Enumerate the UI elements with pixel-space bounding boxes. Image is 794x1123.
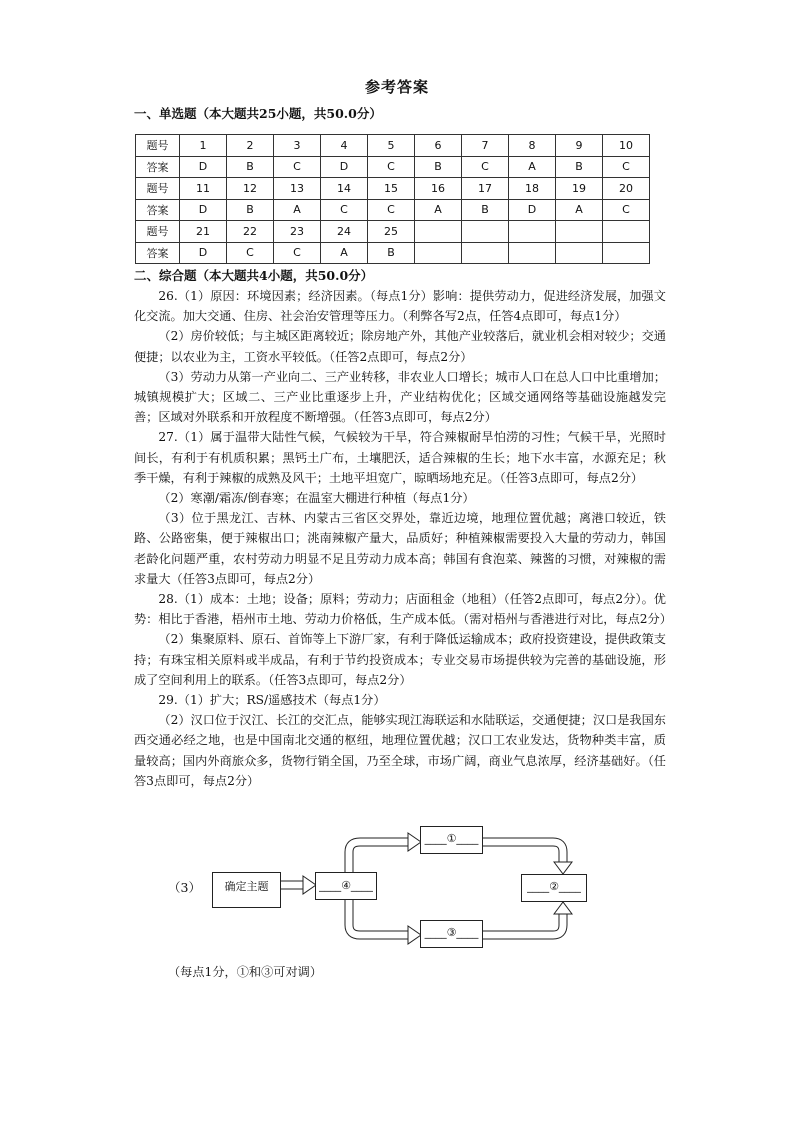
table-cell: 16 — [415, 178, 462, 200]
table-cell: 4 — [321, 135, 368, 157]
table-cell: 17 — [462, 178, 509, 200]
table-cell: C — [603, 156, 650, 178]
q29-part1: 29.（1）扩大；RS/遥感技术（每点1分） — [158, 693, 386, 708]
table-cell: D — [321, 156, 368, 178]
table-cell: 2 — [227, 135, 274, 157]
table-cell: D — [180, 199, 227, 221]
q28-part1: 28.（1）成本：土地；设备；原料；劳动力；店面租金（地租）（任答2点即可，每点2分）。优势：相比于香港，梧州市土地、劳动力价格低，生产成本低。（需对梧州与香港进行对比，每点2分） — [134, 592, 672, 627]
table-cell: 5 — [368, 135, 415, 157]
flow-box-4: ____④____ — [315, 872, 377, 900]
table-cell: B — [227, 156, 274, 178]
section-heading-single-choice: 一、单选题（本大题共25小题，共50.0分） — [134, 106, 382, 121]
page-title: 参考答案 — [364, 78, 429, 96]
q27-part2: （2）寒潮/霜冻/倒春寒；在温室大棚进行种植（每点1分） — [158, 491, 475, 506]
table-cell: 1 — [180, 135, 227, 157]
table-cell: 13 — [274, 178, 321, 200]
arrow-4-to-3 — [349, 900, 421, 944]
table-cell: 21 — [180, 221, 227, 243]
table-cell: A — [509, 156, 556, 178]
diagram-label: （3） — [168, 880, 201, 895]
flow-box-3: ____③____ — [420, 920, 483, 948]
row-header-cell: 题号 — [136, 178, 180, 200]
arrow-4-to-1 — [349, 833, 421, 873]
table-cell: 11 — [180, 178, 227, 200]
table-cell: B — [556, 156, 603, 178]
row-header-cell: 答案 — [136, 242, 180, 264]
table-cell: D — [509, 199, 556, 221]
flow-box-2: ____②____ — [521, 874, 587, 902]
table-cell: B — [368, 242, 415, 264]
table-cell: 23 — [274, 221, 321, 243]
table-cell: 8 — [509, 135, 556, 157]
table-cell: 14 — [321, 178, 368, 200]
table-cell: C — [368, 156, 415, 178]
table-cell: 24 — [321, 221, 368, 243]
flow-box-1: ____①____ — [420, 826, 483, 854]
table-cell: 10 — [603, 135, 650, 157]
arrow-start-to-4 — [281, 876, 316, 894]
arrow-1-to-2 — [481, 842, 572, 874]
table-cell: B — [462, 199, 509, 221]
table-cell: 15 — [368, 178, 415, 200]
table-cell: 25 — [368, 221, 415, 243]
table-cell: 9 — [556, 135, 603, 157]
flow-box-start: 确定主题 — [212, 872, 281, 908]
q27-part1: 27.（1）属于温带大陆性气候，气候较为干旱，符合辣椒耐旱怕涝的习性；气候干旱，光照时间长，有利于有机质积累；黑钙土广布，土壤肥沃，适合辣椒的生长；地下水丰富，水源充足；秋季干燥，有利于辣椒的成熟及风干；土地平坦宽广，晾晒场地充足。（任答3点即可，每点2分） — [134, 430, 666, 485]
table-cell: 7 — [462, 135, 509, 157]
diagram-note: （每点1分，①和③可对调） — [168, 965, 323, 979]
table-cell: C — [227, 242, 274, 264]
table-cell: C — [321, 199, 368, 221]
table-cell: C — [462, 156, 509, 178]
row-header-cell: 题号 — [136, 221, 180, 243]
table-cell: D — [180, 242, 227, 264]
table-cell: 20 — [603, 178, 650, 200]
q28-part2: （2）集聚原料、原石、首饰等上下游厂家，有利于降低运输成本；政府投资建设，提供政策支持；有珠宝相关原料或半成品，有利于节约投资成本；专业交易市场提供较为完善的基础设施，形成了空间利用上的联系。（任答3点即可，每点2分） — [134, 632, 666, 687]
table-cell: 19 — [556, 178, 603, 200]
table-cell: 22 — [227, 221, 274, 243]
q26-part3: （3）劳动力从第一产业向二、三产业转移，非农业人口增长；城市人口在总人口中比重增加；城镇规模扩大；区域二、三产业比重逐步上升，产业结构优化；区域交通网络等基础设施越发完善；区域对外联系和开放程度不断增强。（任答3点即可，每点2分） — [134, 369, 666, 425]
table-cell: A — [556, 199, 603, 221]
table-cell: 12 — [227, 178, 274, 200]
q26-part1: 26.（1）原因：环境因素；经济因素。（每点1分）影响：提供劳动力，促进经济发展，加强文化交流。加大交通、住房、社会治安管理等压力。（利弊各写2点，任答4点即可，每点1分） — [134, 289, 666, 324]
arrow-3-to-2 — [481, 902, 572, 935]
section-heading-comprehensive: 二、综合题（本大题共4小题，共50.0分） — [134, 268, 374, 283]
table-cell: D — [180, 156, 227, 178]
row-header-cell: 答案 — [136, 156, 180, 178]
row-header-cell: 答案 — [136, 199, 180, 221]
table-cell: 18 — [509, 178, 556, 200]
q29-part2: （2）汉口位于汉江、长江的交汇点，能够实现江海联运和水陆联运，交通便捷；汉口是我国东西交通必经之地，也是中国南北交通的枢纽，地理位置优越；汉口工农业发达，货物种类丰富，质量较高；国内外商旅众多，货物行销全国，乃至全球，市场广阔，商业气息浓厚，经济基础好。（任答3点即可，每点2分） — [134, 713, 666, 788]
table-cell: C — [274, 242, 321, 264]
table-cell: C — [603, 199, 650, 221]
table-cell: B — [415, 156, 462, 178]
table-cell: A — [321, 242, 368, 264]
row-header-cell: 题号 — [136, 135, 180, 157]
table-cell: B — [227, 199, 274, 221]
table-cell: 6 — [415, 135, 462, 157]
table-cell: A — [415, 199, 462, 221]
table-cell: 3 — [274, 135, 321, 157]
table-cell: C — [368, 199, 415, 221]
table-cell: A — [274, 199, 321, 221]
q26-part2: （2）房价较低；与主城区距离较近；除房地产外，其他产业较落后，就业机会相对较少；交通便捷；以农业为主，工资水平较低。（任答2点即可，每点2分） — [134, 329, 666, 364]
q27-part3: （3）位于黑龙江、吉林、内蒙古三省区交界处，靠近边境，地理位置优越；离港口较近，铁路、公路密集，便于辣椒出口；洮南辣椒产量大，品质好；种植辣椒需要投入大量的劳动力，韩国老龄化问题严重，农村劳动力明显不足且劳动力成本高；韩国有食泡菜、辣酱的习惯，对辣椒的需求量大（任答3点即可，每点2分） — [134, 511, 666, 586]
table-cell: C — [274, 156, 321, 178]
